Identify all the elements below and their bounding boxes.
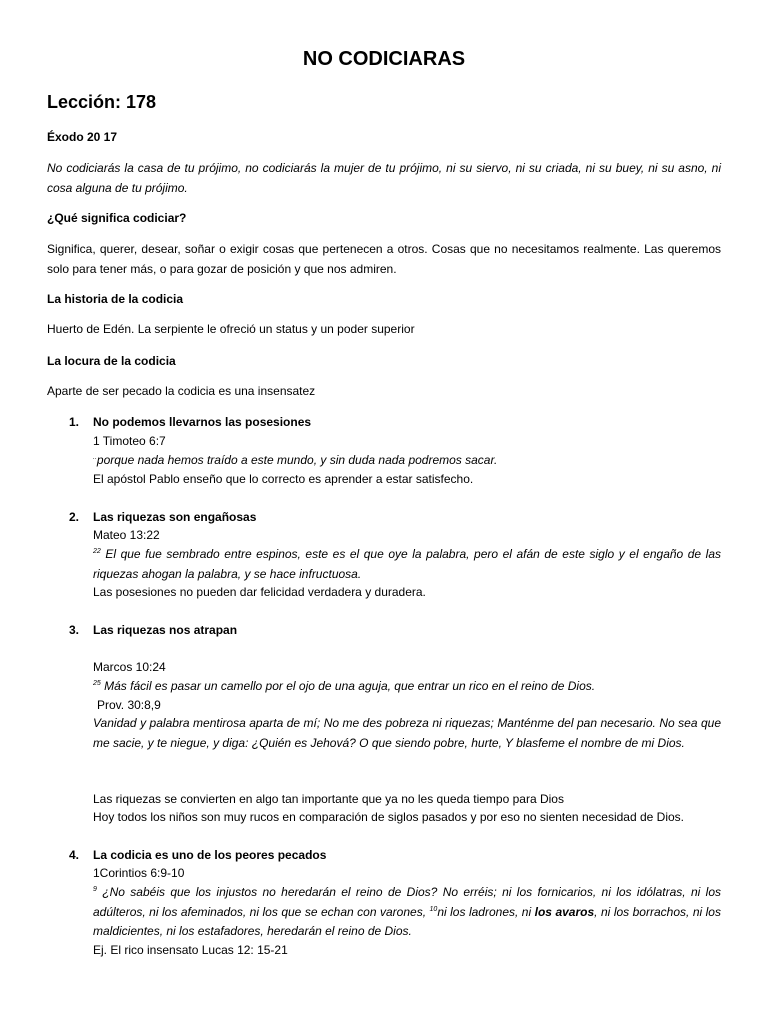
paragraph: Las posesiones no pueden dar felicidad verdadera y duradera. [93,585,426,599]
scripture-reference: Éxodo 20 17 [47,130,118,144]
verse-text: , ni los borrachos, ni los maldicientes, ni los estafadores, heredarán el reino de Dios. [93,904,721,938]
paragraph: Significa, querer, desear, soñar o exigir cosas que pertenecen a otros. Cosas que no necesitamos realmente. Las queremos solo para tener más, o para gozar de posición y que nos admiren. [47,242,721,276]
list-item-heading: La codicia es uno de los peores pecados [93,848,327,862]
scripture-quote [93,451,721,471]
scripture-reference: 1Corintios 6:9-10 [93,866,185,880]
scripture-reference: 1 Timoteo 6:7 [93,434,166,448]
section-heading: La locura de la codicia [47,354,176,368]
verse-number: 10 [429,905,438,913]
lesson-number: Lección: 178 [47,92,157,112]
list-number: 4. [69,848,80,862]
scripture-reference: Marcos 10:24 [93,660,166,674]
scripture-quote [93,545,721,584]
emphasized-text: los avaros [534,904,595,919]
scripture-quote: No codiciarás la casa de tu prójimo, no codiciarás la mujer de tu prójimo, ni su siervo, ni su criada, ni su buey, ni su asno, ni cosa alguna de tu prójimo. [47,161,721,195]
list-number: 2. [69,510,80,524]
list-item-heading: Las riquezas son engañosas [93,510,257,524]
scripture-quote [93,883,721,942]
paragraph: Hoy todos los niños son muy rucos en comparación de siglos pasados y por eso no sienten necesidad de Dios. [93,810,685,824]
paragraph: Huerto de Edén. La serpiente le ofreció un status y un poder superior [47,322,415,336]
verse-number: .. [93,454,97,461]
verse-text: porque nada hemos traído a este mundo, y sin duda nada podremos sacar. [96,453,498,467]
verse-text: ¿No sabéis que los injustos no heredarán el reino de Dios? No erréis; ni los fornicarios, ni los idólatras, ni los adúlteros, ni los afeminados, ni los que se echan con varones, [93,885,721,919]
paragraph: Las riquezas se convierten en algo tan importante que ya no les queda tiempo para Dios [93,792,564,806]
section-heading: La historia de la codicia [47,292,184,306]
paragraph: El apóstol Pablo enseño que lo correcto es aprender a estar satisfecho. [93,472,474,486]
list-item-heading: Las riquezas nos atrapan [93,623,238,637]
verse-text: Más fácil es pasar un camello por el ojo de una aguja, que entrar un rico en el reino de Dios. [104,679,596,693]
page-title: NO CODICIARAS [302,48,466,70]
scripture-reference: Mateo 13:22 [93,528,160,542]
list-number: 3. [69,623,80,637]
verse-number: 22 [93,548,101,555]
verse-number: 9 [93,886,97,893]
verse-text: El que fue sembrado entre espinos, este es el que oye la palabra, pero el afán de este siglo y el engaño de las riquezas ahogan la palabra, y se hace infructuosa. [93,547,721,581]
scripture-quote: Vanidad y palabra mentirosa aparta de mí; No me des pobreza ni riquezas; Manténme del pan necesario. No sea que me sacie, y te niegue, y diga: ¿Quién es Jehová? O que siendo pobre, hurte, Y blasfeme el nombre de mi Dios. [93,716,721,750]
scripture-quote [93,677,721,697]
verse-text: ni los ladrones, ni [437,904,532,919]
list-item-heading: No podemos llevarnos las posesiones [93,415,312,429]
scripture-reference: Prov. 30:8,9 [97,698,161,712]
list-number: 1. [69,415,80,429]
paragraph: Ej. El rico insensato Lucas 12: 15-21 [93,943,288,957]
paragraph: Aparte de ser pecado la codicia es una insensatez [47,384,316,398]
verse-number: 25 [93,680,101,687]
section-heading: ¿Qué significa codiciar? [47,211,187,225]
